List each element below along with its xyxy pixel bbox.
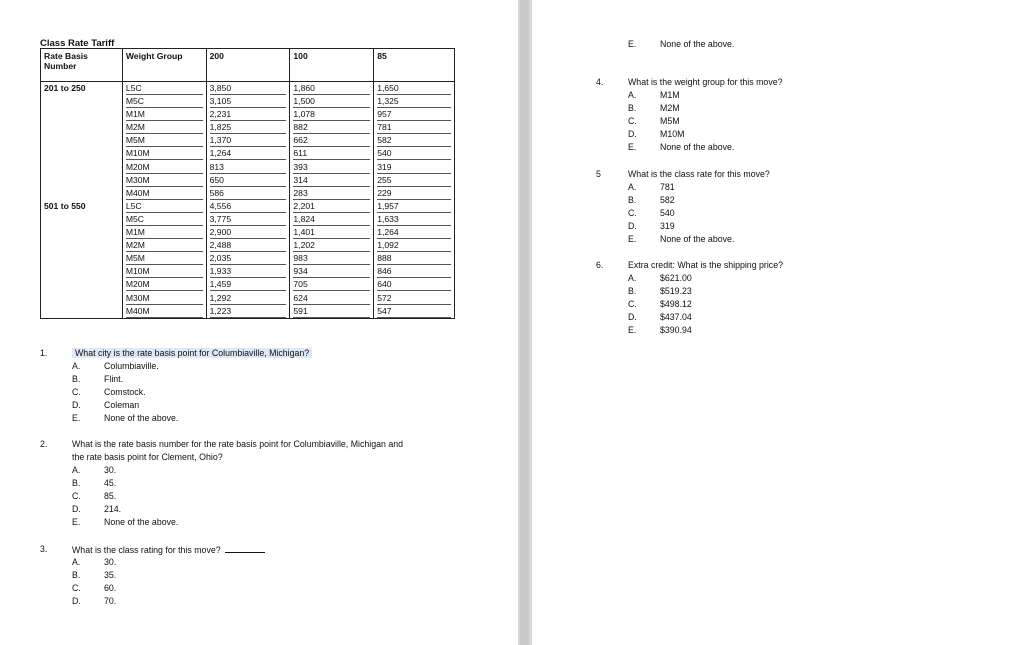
- class-85-cell: 1,092: [374, 239, 455, 252]
- question-text[interactable]: What city is the rate basis point for Columbiaville, Michigan?: [72, 348, 312, 358]
- weight-group-cell: M10M: [122, 265, 206, 278]
- option-b: B. 45.: [72, 478, 117, 488]
- table-row: [41, 187, 455, 200]
- class-200-cell: 2,900: [206, 226, 290, 239]
- class-200-cell: 586: [206, 187, 290, 200]
- class-200-cell: 1,370: [206, 134, 290, 147]
- weight-group-cell: M30M: [122, 292, 206, 305]
- table-row: [41, 239, 455, 252]
- weight-group-cell: M10M: [122, 147, 206, 160]
- class-100-cell: 1,078: [290, 108, 374, 121]
- question-4: [596, 76, 916, 156]
- class-200-cell: 1,933: [206, 265, 290, 278]
- weight-group-cell: M2M: [122, 239, 206, 252]
- header-rate-basis-number: Rate Basis Number: [41, 49, 123, 82]
- header-class-100: 100: [290, 49, 374, 82]
- rate-basis-cell: 501 to 550: [41, 200, 123, 213]
- class-200-cell: 2,488: [206, 239, 290, 252]
- weight-group-cell: M40M: [122, 305, 206, 319]
- question-text: What is the class rating for this move?: [72, 545, 221, 555]
- table-row: [41, 305, 455, 319]
- question-number: 5: [596, 169, 601, 179]
- option-a: A. 30.: [72, 465, 117, 475]
- option-a: A. 30.: [72, 557, 117, 567]
- class-100-cell: 1,401: [290, 226, 374, 239]
- class-200-cell: 813: [206, 161, 290, 174]
- question-3: [40, 543, 480, 613]
- question-5: [596, 168, 916, 248]
- class-85-cell: 229: [374, 187, 455, 200]
- option-e: E. None of the above.: [72, 413, 179, 423]
- table-row: [41, 292, 455, 305]
- rate-basis-cell: [41, 121, 123, 134]
- question-number: 2.: [40, 439, 48, 449]
- rate-basis-cell: [41, 174, 123, 187]
- option-a: A. $621.00: [628, 273, 692, 283]
- class-200-cell: 1,825: [206, 121, 290, 134]
- class-200-cell: 1,264: [206, 147, 290, 160]
- class-200-cell: 3,105: [206, 95, 290, 108]
- table-row: [41, 265, 455, 278]
- question-1: [40, 347, 470, 427]
- weight-group-cell: M5C: [122, 95, 206, 108]
- header-weight-group: Weight Group: [122, 49, 206, 82]
- class-100-cell: 1,500: [290, 95, 374, 108]
- question-text: What is the weight group for this move?: [628, 77, 783, 87]
- class-85-cell: 255: [374, 174, 455, 187]
- option-e: E. None of the above.: [628, 234, 735, 244]
- rate-basis-cell: [41, 213, 123, 226]
- table-row: [41, 226, 455, 239]
- class-100-cell: 882: [290, 121, 374, 134]
- class-100-cell: 934: [290, 265, 374, 278]
- table-row: [41, 252, 455, 265]
- header-class-85: 85: [374, 49, 455, 82]
- class-85-cell: 1,957: [374, 200, 455, 213]
- class-85-cell: 1,650: [374, 82, 455, 96]
- table-row: [41, 174, 455, 187]
- tariff-title: Class Rate Tariff: [40, 38, 115, 49]
- table-row: [41, 213, 455, 226]
- class-85-cell: 781: [374, 121, 455, 134]
- option-c: C. 60.: [72, 583, 117, 593]
- weight-group-cell: M2M: [122, 121, 206, 134]
- option-c: C. 540: [628, 208, 675, 218]
- weight-group-cell: M5M: [122, 252, 206, 265]
- option-e: E. None of the above.: [628, 39, 735, 49]
- rate-basis-cell: 201 to 250: [41, 82, 123, 96]
- class-85-cell: 1,264: [374, 226, 455, 239]
- class-200-cell: 1,223: [206, 305, 290, 319]
- option-c: C. Comstock.: [72, 387, 146, 397]
- rate-basis-cell: [41, 161, 123, 174]
- option-b: B. Flint.: [72, 374, 124, 384]
- question-number: 6.: [596, 260, 604, 270]
- class-100-cell: 983: [290, 252, 374, 265]
- class-100-cell: 591: [290, 305, 374, 319]
- option-b: B. 35.: [72, 570, 117, 580]
- option-a: A. M1M: [628, 90, 680, 100]
- option-d: D. $437.04: [628, 312, 692, 322]
- class-85-cell: 319: [374, 161, 455, 174]
- weight-group-cell: L5C: [122, 200, 206, 213]
- weight-group-cell: L5C: [122, 82, 206, 96]
- table-header-row: [41, 49, 455, 82]
- header-class-200: 200: [206, 49, 290, 82]
- rate-basis-cell: [41, 134, 123, 147]
- page-gutter: [518, 0, 532, 645]
- table-row: [41, 121, 455, 134]
- class-200-cell: 1,292: [206, 292, 290, 305]
- class-200-cell: 4,556: [206, 200, 290, 213]
- rate-basis-cell: [41, 147, 123, 160]
- option-a: A. Columbiaville.: [72, 361, 159, 371]
- class-100-cell: 705: [290, 278, 374, 291]
- question-text-line-2: the rate basis point for Clement, Ohio?: [72, 452, 223, 462]
- class-85-cell: 572: [374, 292, 455, 305]
- answer-blank[interactable]: [225, 543, 265, 553]
- class-85-cell: 640: [374, 278, 455, 291]
- page-divider: [520, 0, 529, 645]
- question-text: What is the class rate for this move?: [628, 169, 770, 179]
- rate-basis-cell: [41, 292, 123, 305]
- class-100-cell: 611: [290, 147, 374, 160]
- class-85-cell: 540: [374, 147, 455, 160]
- class-100-cell: 314: [290, 174, 374, 187]
- option-d: D. 214.: [72, 504, 122, 514]
- weight-group-cell: M30M: [122, 174, 206, 187]
- class-200-cell: 3,775: [206, 213, 290, 226]
- table-row: [41, 134, 455, 147]
- rate-basis-cell: [41, 95, 123, 108]
- class-85-cell: 582: [374, 134, 455, 147]
- class-100-cell: 1,860: [290, 82, 374, 96]
- question-3-continued: [596, 38, 896, 52]
- option-d: D. 70.: [72, 596, 117, 606]
- class-85-cell: 1,325: [374, 95, 455, 108]
- class-85-cell: 547: [374, 305, 455, 319]
- class-85-cell: 846: [374, 265, 455, 278]
- option-d: D. Coleman: [72, 400, 140, 410]
- weight-group-cell: M1M: [122, 226, 206, 239]
- option-d: D. 319: [628, 221, 675, 231]
- rate-basis-cell: [41, 252, 123, 265]
- rate-basis-cell: [41, 108, 123, 121]
- table-row: [41, 108, 455, 121]
- table-row: [41, 95, 455, 108]
- class-rate-table: [40, 48, 455, 319]
- weight-group-cell: M20M: [122, 278, 206, 291]
- class-85-cell: 888: [374, 252, 455, 265]
- rate-basis-cell: [41, 265, 123, 278]
- question-number: 4.: [596, 77, 604, 87]
- question-text: Extra credit: What is the shipping price?: [628, 260, 783, 270]
- question-2: [40, 438, 480, 533]
- class-100-cell: 662: [290, 134, 374, 147]
- class-100-cell: 624: [290, 292, 374, 305]
- rate-basis-cell: [41, 187, 123, 200]
- option-e: E. $390.94: [628, 325, 692, 335]
- option-b: B. M2M: [628, 103, 680, 113]
- class-100-cell: 1,202: [290, 239, 374, 252]
- class-200-cell: 2,035: [206, 252, 290, 265]
- class-100-cell: 283: [290, 187, 374, 200]
- weight-group-cell: M5C: [122, 213, 206, 226]
- class-200-cell: 1,459: [206, 278, 290, 291]
- option-d: D. M10M: [628, 129, 685, 139]
- class-85-cell: 1,633: [374, 213, 455, 226]
- rate-basis-cell: [41, 239, 123, 252]
- question-text: What is the rate basis number for the rate basis point for Columbiaville, Michigan and: [72, 439, 404, 449]
- class-200-cell: 3,850: [206, 82, 290, 96]
- weight-group-cell: M20M: [122, 161, 206, 174]
- option-c: C. 85.: [72, 491, 117, 501]
- option-e: E. None of the above.: [72, 517, 179, 527]
- rate-basis-cell: [41, 278, 123, 291]
- table-row: [41, 161, 455, 174]
- class-200-cell: 2,231: [206, 108, 290, 121]
- table-row: [41, 200, 455, 213]
- option-e: E. None of the above.: [628, 142, 735, 152]
- option-b: B. 582: [628, 195, 675, 205]
- class-100-cell: 393: [290, 161, 374, 174]
- question-6: [596, 259, 926, 339]
- table-row: [41, 278, 455, 291]
- weight-group-cell: M1M: [122, 108, 206, 121]
- class-85-cell: 957: [374, 108, 455, 121]
- class-100-cell: 2,201: [290, 200, 374, 213]
- weight-group-cell: M40M: [122, 187, 206, 200]
- page-right: [532, 0, 1024, 645]
- rate-basis-cell: [41, 226, 123, 239]
- table-row: [41, 147, 455, 160]
- class-100-cell: 1,824: [290, 213, 374, 226]
- rate-basis-cell: [41, 305, 123, 319]
- question-number: 1.: [40, 348, 48, 358]
- question-number: 3.: [40, 544, 48, 554]
- option-c: C. $498.12: [628, 299, 692, 309]
- table-row: [41, 82, 455, 96]
- option-b: B. $519.23: [628, 286, 692, 296]
- class-200-cell: 650: [206, 174, 290, 187]
- option-c: C. M5M: [628, 116, 680, 126]
- option-a: A. 781: [628, 182, 675, 192]
- weight-group-cell: M5M: [122, 134, 206, 147]
